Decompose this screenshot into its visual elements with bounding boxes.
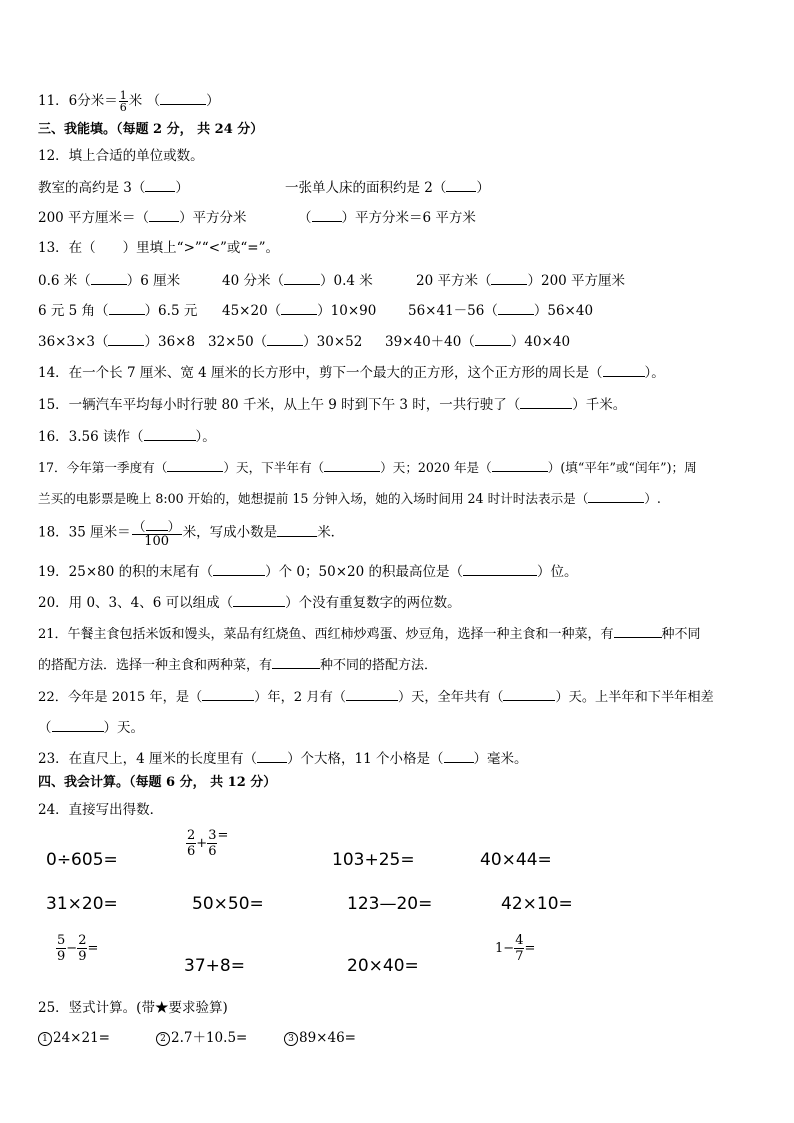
answer-blank[interactable] bbox=[491, 272, 527, 285]
answer-blank[interactable] bbox=[444, 750, 474, 763]
calc-item: 20×40= bbox=[347, 956, 419, 976]
fraction: $\frac{2}{6}$ bbox=[187, 828, 196, 859]
section-3-heading: 三、我能填。（每题 2 分， 共 24 分） bbox=[38, 122, 264, 137]
answer-blank[interactable] bbox=[91, 272, 127, 285]
vertical-calc-item: 3 89×46= bbox=[284, 1030, 356, 1046]
answer-blank[interactable] bbox=[492, 459, 548, 472]
answer-blank[interactable] bbox=[149, 209, 179, 222]
calc-fraction-item: $\frac{2}{6}$ + $\frac{3}{6}$ = bbox=[187, 828, 229, 859]
answer-blank[interactable] bbox=[52, 719, 104, 732]
answer-blank[interactable] bbox=[277, 524, 317, 537]
answer-blank[interactable] bbox=[503, 688, 555, 701]
question-24-title: 24．直接写出得数． bbox=[38, 802, 164, 818]
compare-item: 0.6 米（ ）6 厘米 bbox=[38, 273, 181, 289]
circled-number-icon: 1 bbox=[38, 1032, 52, 1046]
compare-item: 20 平方米（ ）200 平方厘米 bbox=[416, 273, 626, 289]
answer-blank[interactable] bbox=[145, 179, 175, 192]
calc-fraction-item: $\frac{5}{9}$ − $\frac{2}{9}$ = bbox=[57, 933, 99, 964]
question-15: 15．一辆汽车平均每小时行驶 80 千米，从上午 9 时到下午 3 时，一共行驶了（ ）千米。 bbox=[38, 397, 627, 413]
answer-blank[interactable] bbox=[213, 563, 265, 576]
question-25-title: 25．竖式计算。(带★要求验算) bbox=[38, 1000, 228, 1016]
question-21-line-2: 的搭配方法．选择一种主食和两种菜，有 种不同的搭配方法． bbox=[38, 658, 438, 673]
circled-number-icon: 2 bbox=[156, 1032, 170, 1046]
calc-item: 37+8= bbox=[184, 956, 245, 976]
answer-blank[interactable] bbox=[233, 594, 285, 607]
calc-item: 40×44= bbox=[480, 850, 552, 870]
answer-blank[interactable] bbox=[284, 272, 320, 285]
answer-blank[interactable] bbox=[267, 333, 303, 346]
question-12-line-1b: 一张单人床的面积约是 2（ ） bbox=[285, 180, 490, 196]
question-13-title: 13．在（ ）里填上“>”“<”或“=”。 bbox=[38, 240, 280, 256]
question-17-line-1: 17．今年第一季度有（ ）天，下半年有（ ）天；2020 年是（ ）(填“平年”或“闰年”)；周 bbox=[38, 460, 697, 475]
question-14: 14．在一个长 7 厘米、宽 4 厘米的长方形中，剪下一个最大的正方形，这个正方形的周长是（ ）。 bbox=[38, 365, 665, 381]
question-22-line-2: （ ）天。 bbox=[38, 720, 144, 736]
question-20: 20．用 0、3、4、6 可以组成（ ）个没有重复数字的两位数。 bbox=[38, 595, 461, 611]
vertical-calc-item: 1 24×21= bbox=[38, 1030, 110, 1046]
calc-item: 103+25= bbox=[332, 850, 415, 870]
answer-blank[interactable] bbox=[281, 302, 317, 315]
answer-blank[interactable] bbox=[324, 459, 380, 472]
calc-item: 0÷605= bbox=[46, 850, 118, 870]
answer-blank[interactable] bbox=[144, 428, 196, 441]
compare-item: 40 分米（ ）0.4 米 bbox=[222, 273, 373, 289]
answer-blank[interactable] bbox=[603, 364, 645, 377]
question-23: 23．在直尺上，4 厘米的长度里有（ ）个大格，11 个小格是（ ）毫米。 bbox=[38, 751, 528, 767]
compare-item: 32×50（ ）30×52 bbox=[208, 334, 363, 350]
fraction: $\frac{4}{7}$ bbox=[515, 933, 524, 964]
answer-blank[interactable] bbox=[146, 518, 168, 531]
answer-blank[interactable] bbox=[272, 656, 320, 669]
question-18: 18．35 厘米＝ $\frac{( )}{100}$ 米，写成小数是 米． bbox=[38, 520, 345, 549]
question-19: 19．25×80 的积的末尾有（ ）个 0；50×20 的积最高位是（ ）位。 bbox=[38, 564, 578, 580]
compare-item: 39×40＋40（ ）40×40 bbox=[385, 334, 571, 350]
question-16: 16．3.56 读作（ ）。 bbox=[38, 429, 216, 445]
question-11: 11．6分米＝ $\frac{1}{6}$ 米 （ ） bbox=[38, 89, 220, 114]
calc-item: 42×10= bbox=[501, 894, 573, 914]
answer-blank[interactable] bbox=[498, 302, 534, 315]
answer-blank[interactable] bbox=[312, 209, 342, 222]
compare-item: 36×3×3（ ）36×8 bbox=[38, 334, 196, 350]
answer-blank[interactable] bbox=[346, 688, 398, 701]
compare-item: 6 元 5 角（ ）6.5 元 bbox=[38, 303, 198, 319]
answer-blank[interactable] bbox=[202, 688, 254, 701]
answer-blank[interactable] bbox=[257, 750, 287, 763]
answer-blank[interactable] bbox=[108, 333, 144, 346]
circled-number-icon: 3 bbox=[284, 1032, 298, 1046]
fraction: $\frac{5}{9}$ bbox=[57, 933, 66, 964]
vertical-calc-item: 2 2.7＋10.5= bbox=[156, 1030, 247, 1046]
calc-item: 50×50= bbox=[192, 894, 264, 914]
question-12-line-2: 200 平方厘米＝（ ）平方分米 bbox=[38, 210, 247, 226]
answer-blank[interactable] bbox=[109, 302, 145, 315]
fraction: $\frac{3}{6}$ bbox=[208, 828, 217, 859]
answer-blank[interactable] bbox=[520, 396, 572, 409]
section-4-heading: 四、我会计算。（每题 6 分， 共 12 分） bbox=[38, 775, 277, 790]
calc-item: 123—20= bbox=[347, 894, 433, 914]
compare-item: 45×20（ ）10×90 bbox=[222, 303, 377, 319]
question-12-line-1: 教室的高约是 3（ ） bbox=[38, 180, 189, 196]
question-22-line-1: 22．今年是 2015 年，是（ ）年，2 月有（ ）天，全年共有（ ）天。上半年和下半年相差 bbox=[38, 690, 714, 705]
answer-blank[interactable] bbox=[614, 625, 662, 638]
answer-blank[interactable] bbox=[167, 459, 223, 472]
answer-blank[interactable] bbox=[160, 92, 206, 105]
question-21-line-1: 21．午餐主食包括米饭和馒头，菜品有红烧鱼、西红柿炒鸡蛋、炒豆角，选择一种主食和一种菜，有 种不同 bbox=[38, 627, 701, 642]
question-17-line-2: 兰买的电影票是晚上 8:00 开始的，她想提前 15 分钟入场，她的入场时间用 24 时计时法表示是（ ）. bbox=[38, 491, 661, 506]
question-12-title: 12．填上合适的单位或数。 bbox=[38, 148, 204, 164]
question-12-line-2b: （ ）平方分米＝6 平方米 bbox=[298, 210, 476, 226]
answer-blank[interactable] bbox=[588, 490, 644, 503]
answer-blank[interactable] bbox=[446, 179, 476, 192]
fraction: $\frac{1}{6}$ bbox=[119, 89, 127, 114]
calc-item: 31×20= bbox=[46, 894, 118, 914]
answer-blank[interactable] bbox=[463, 563, 537, 576]
fraction: $\frac{( )}{100}$ bbox=[132, 520, 181, 549]
compare-item: 56×41－56（ ）56×40 bbox=[408, 303, 594, 319]
calc-fraction-item: 1− $\frac{4}{7}$ = bbox=[495, 933, 536, 964]
answer-blank[interactable] bbox=[475, 333, 511, 346]
fraction: $\frac{2}{9}$ bbox=[78, 933, 87, 964]
